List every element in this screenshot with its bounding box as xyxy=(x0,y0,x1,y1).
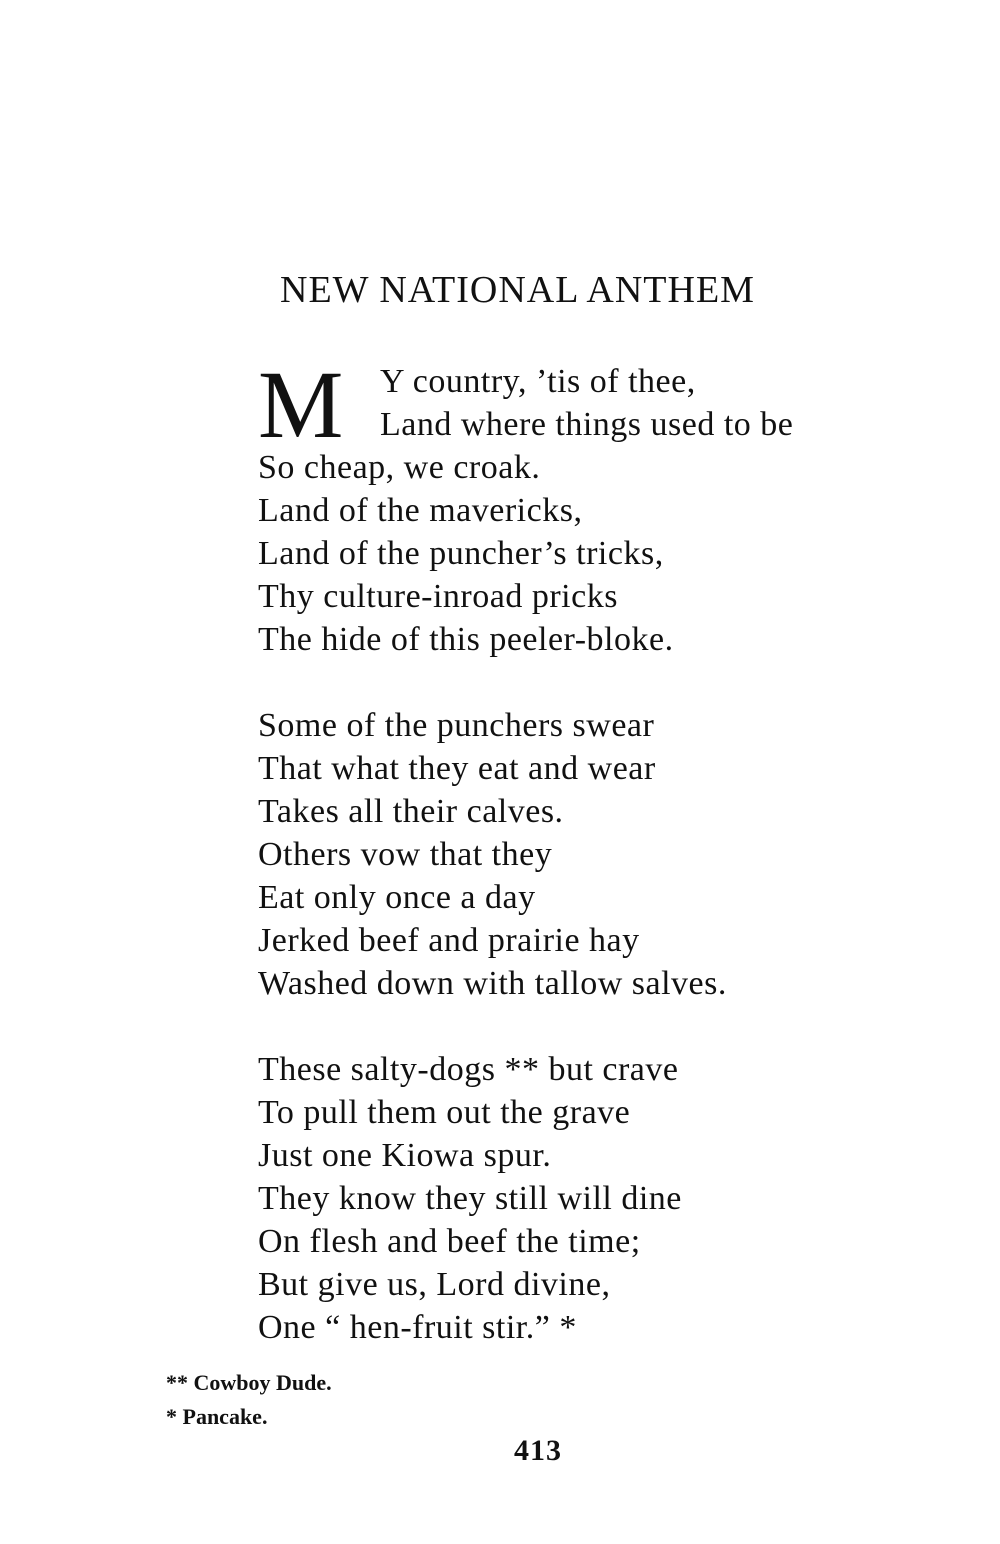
poem-line: Y country, ’tis of thee, xyxy=(380,363,696,400)
poem-line: These salty-dogs ** but crave xyxy=(258,1051,679,1088)
poem-line: Land of the mavericks, xyxy=(258,492,583,529)
opening-lines xyxy=(258,351,958,458)
stanza-3 xyxy=(258,1048,958,1349)
poem-line: Just one Kiowa spur. xyxy=(258,1137,552,1174)
stanza-2 xyxy=(258,704,958,1005)
poem-line: Land of the puncher’s tricks, xyxy=(258,535,664,572)
poem-line: So cheap, we croak. xyxy=(258,449,541,486)
poem-title: NEW NATIONAL ANTHEM xyxy=(280,269,755,311)
footnote: ** Cowboy Dude. xyxy=(166,1370,332,1395)
drop-cap: M xyxy=(258,351,344,458)
poem-body xyxy=(258,351,958,1349)
poem-line: Some of the punchers swear xyxy=(258,707,655,744)
footnote: * Pancake. xyxy=(166,1404,268,1429)
page-number: 413 xyxy=(514,1434,562,1467)
stanza-break xyxy=(258,1005,958,1048)
stanza-break xyxy=(258,661,958,704)
poem-line: Jerked beef and prairie hay xyxy=(258,922,640,959)
poem-line: But give us, Lord divine, xyxy=(258,1266,611,1303)
poem-line: Eat only once a day xyxy=(258,879,536,916)
stanza-1 xyxy=(258,446,958,661)
poem-line: To pull them out the grave xyxy=(258,1094,631,1131)
poem-line: On flesh and beef the time; xyxy=(258,1223,641,1260)
poem-line: Land where things used to be xyxy=(380,406,794,443)
poem-line: That what they eat and wear xyxy=(258,750,656,787)
poem-line: The hide of this peeler-bloke. xyxy=(258,621,674,658)
poem-line: They know they still will dine xyxy=(258,1180,682,1217)
poem-line: Others vow that they xyxy=(258,836,553,873)
poem-line: Thy culture-inroad pricks xyxy=(258,578,618,615)
poem-line: Takes all their calves. xyxy=(258,793,564,830)
footnotes xyxy=(166,1366,332,1434)
poem-line: One “ hen-fruit stir.” * xyxy=(258,1309,577,1346)
poem-line: Washed down with tallow salves. xyxy=(258,965,727,1002)
